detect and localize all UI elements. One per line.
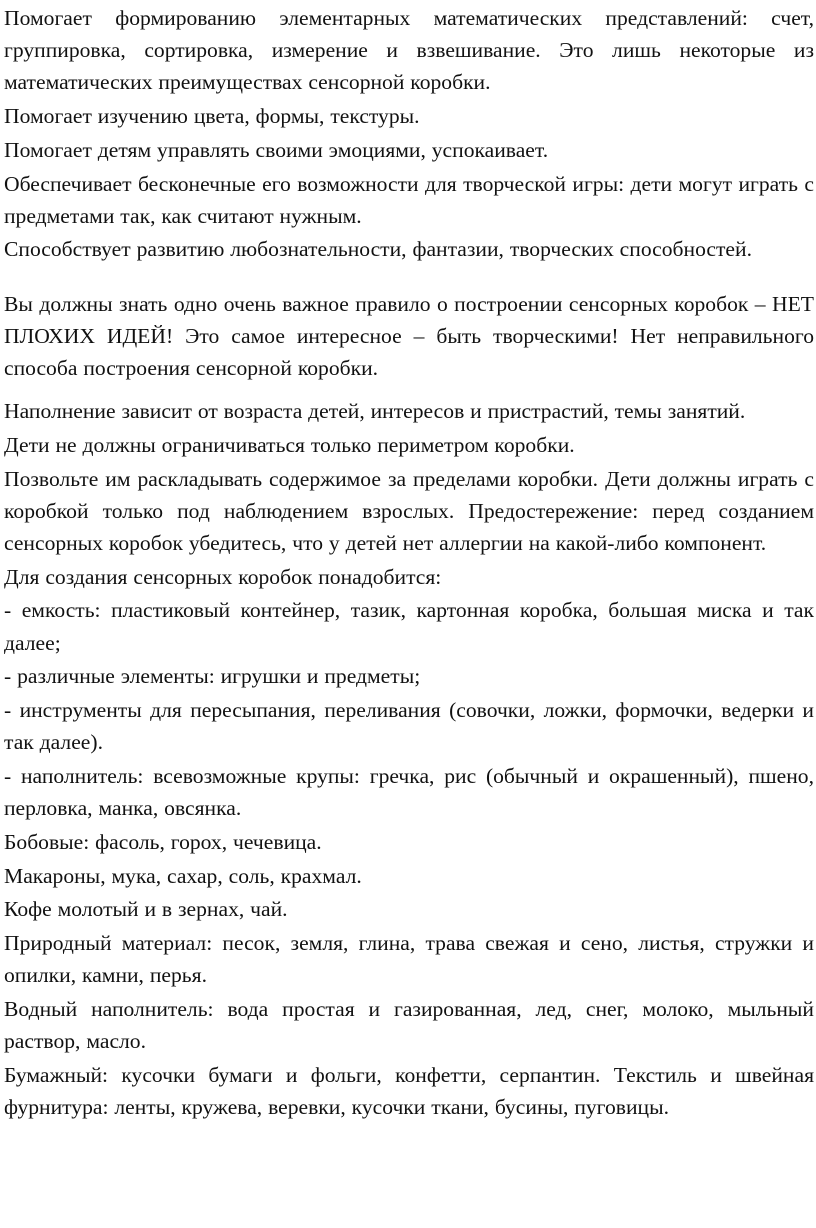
- list-item-elements: - различные элементы: игрушки и предметы;: [4, 664, 421, 689]
- paragraph-coffee-tea: Кофе молотый и в зернах, чай.: [4, 897, 288, 922]
- paragraph-math-skills: Помогает формированию элементарных математических представлений: счет, группировка, сортировка, измерение и взвешивание. Это лишь некоторые из математических преимуществах сенсорной коробки.: [4, 6, 814, 95]
- paragraph-filling-depends: Наполнение зависит от возраста детей, интересов и пристрастий, темы занятий.: [4, 399, 746, 424]
- list-heading-materials: Для создания сенсорных коробок понадобится:: [4, 564, 442, 589]
- paragraph-perimeter: Дети не должны ограничиваться только периметром коробки.: [4, 432, 575, 457]
- paragraph-curiosity: Способствует развитию любознательности, фантазии, творческих способностей.: [4, 237, 752, 262]
- paragraph-emotions: Помогает детям управлять своими эмоциями, успокаивает.: [4, 137, 549, 162]
- paragraph-paper-textile: Бумажный: кусочки бумаги и фольги, конфетти, серпантин. Текстиль и швейная фурнитура: ленты, кружева, веревки, кусочки ткани, бусины, пуговицы.: [4, 1062, 814, 1119]
- paragraph-supervision-warning: Позвольте им раскладывать содержимое за пределами коробки. Дети должны играть с коробкой только под наблюдением взрослых. Предостережение: перед созданием сенсорных коробок убедитесь, что у детей нет аллергии на какой-либо компонент.: [4, 466, 814, 556]
- paragraph-no-bad-ideas: Вы должны знать одно очень важное правило о построении сенсорных коробок – НЕТ ПЛОХИХ ИДЕЙ! Это самое интересное – быть творческими! Нет неправильного способа построения сенсорной коробки.: [4, 291, 814, 381]
- paragraph-natural-material: Природный материал: песок, земля, глина, трава свежая и сено, листья, стружки и опилки, камни, перья.: [4, 930, 814, 988]
- paragraph-water-filler: Водный наполнитель: вода простая и газированная, лед, снег, молоко, мыльный раствор, масло.: [4, 996, 814, 1054]
- list-item-filler: - наполнитель: всевозможные крупы: гречка, рис (обычный и окрашенный), пшено, перловка, манка, овсянка.: [4, 763, 814, 821]
- paragraph-pasta-flour: Макароны, мука, сахар, соль, крахмал.: [4, 863, 362, 888]
- paragraph-legumes: Бобовые: фасоль, горох, чечевица.: [4, 829, 322, 854]
- paragraph-creative-play: Обеспечивает бесконечные его возможности для творческой игры: дети могут играть с предметами так, как считают нужным.: [4, 171, 814, 228]
- paragraph-color-shape: Помогает изучению цвета, формы, текстуры.: [4, 104, 420, 129]
- list-item-container: - емкость: пластиковый контейнер, тазик, картонная коробка, большая миска и так далее;: [4, 598, 814, 655]
- list-item-tools: - инструменты для пересыпания, переливания (совочки, ложки, формочки, ведерки и так далее).: [4, 698, 814, 755]
